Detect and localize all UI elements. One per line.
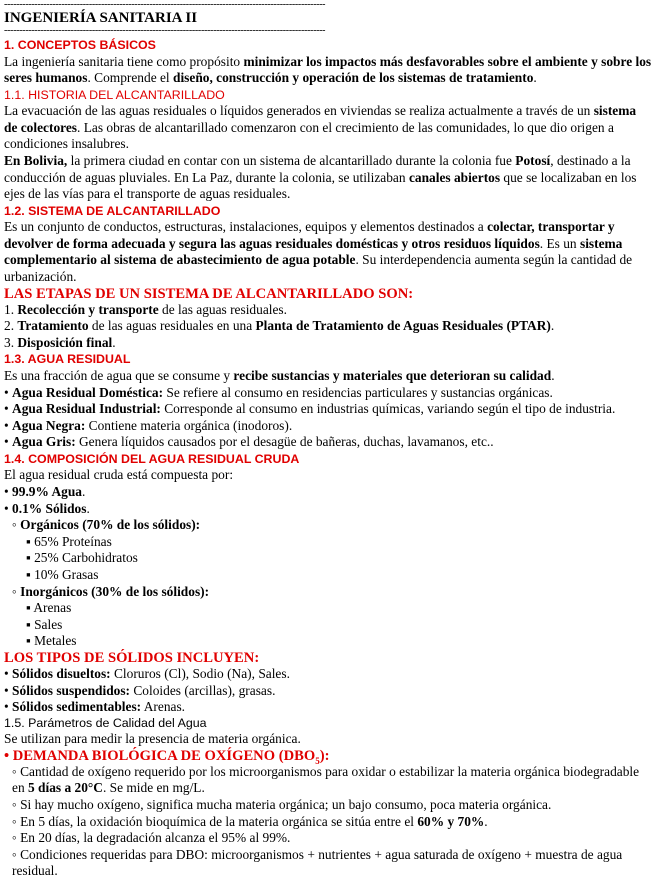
organic-item-proteins: ▪ 65% Proteínas: [26, 533, 112, 549]
inorganic-item-sand: ▪ Arenas: [26, 600, 72, 616]
inorganic-item-salts: ▪ Sales: [26, 616, 63, 632]
stage-item-2: 2. Tratamiento de las aguas residuales en una Planta de Tratamiento de Aguas Residuales (PTAR).: [4, 318, 555, 334]
parameters-intro: Se utilizan para medir la presencia de materia orgánica.: [4, 731, 301, 747]
wastewater-item-industrial: • Agua Residual Industrial: Corresponde al consumo en industrias químicas, variando según el tipo de industria.: [4, 401, 616, 417]
section-1-paragraph: La ingeniería sanitaria tiene como propósito minimizar los impactos más desfavorables sobre el ambiente y sobre los seres humanos. Comprende el diseño, construcción y operación de los sistemas de tratamiento.: [4, 53, 652, 86]
title-rule: ----------------------------------------------------------------------------------------------------------: [4, 26, 326, 35]
organic-item-carbs: ▪ 25% Carbohidratos: [26, 550, 138, 566]
dbo-item-5days: ◦ En 5 días, la oxidación bioquímica de la materia orgánica se sitúa entre el 60% y 70%.: [12, 813, 488, 829]
dbo-item-20days: ◦ En 20 días, la degradación alcanza el 95% al 99%.: [12, 830, 291, 846]
history-paragraph-2: En Bolivia, la primera ciudad en contar con un sistema de alcantarillado durante la colonia fue Potosí, destinado a la conducción de aguas pluviales. En La Paz, durante la colonia, se utilizaban canales abiertos que se localizaban en los ejes de las vías para el transporte de aguas residuales.: [4, 152, 637, 202]
composition-solids: • 0.1% Sólidos.: [4, 500, 90, 516]
system-paragraph: Es un conjunto de conductos, estructuras, instalaciones, equipos y elementos destinados a colectar, transportar y devolver de forma adecuada y segura las aguas residuales domésticas y otros residuos líquidos. Es un sistema complementario al sistema de abastecimiento de agua potable. Su interdependencia aumenta según la cantidad de urbanización.: [4, 219, 633, 285]
inorganic-solids: ◦ Inorgánicos (30% de los sólidos):: [12, 583, 210, 599]
section-heading-1-2: 1.2. SISTEMA DE ALCANTARILLADO: [4, 203, 221, 218]
dbo-item-definition: ◦ Cantidad de oxígeno requerido por los microorganismos para oxidar o estabilizar la materia orgánica biodegradable en 5 días a 20°C. Se mide en mg/L.: [12, 763, 640, 796]
composition-water: • 99.9% Agua.: [4, 483, 86, 499]
section-heading-1-3: 1.3. AGUA RESIDUAL: [4, 352, 131, 367]
section-heading-1-5: 1.5. Parámetros de Calidad del Agua: [4, 715, 207, 730]
solids-item-dissolved: • Sólidos disueltos: Cloruros (Cl), Sodio (Na), Sales.: [4, 665, 290, 681]
inorganic-item-metals: ▪ Metales: [26, 633, 77, 649]
dbo-item-conditions: ◦ Condiciones requeridas para DBO: microorganismos + nutrientes + agua saturada de oxígeno + muestra de agua residual.: [12, 846, 623, 879]
wastewater-item-domestic: • Agua Residual Doméstica: Se refiere al consumo en residencias particulares y sustancias orgánicas.: [4, 384, 553, 400]
solids-item-suspended: • Sólidos suspendidos: Coloides (arcillas), grasas.: [4, 682, 276, 698]
organic-solids: ◦ Orgánicos (70% de los sólidos):: [12, 517, 201, 533]
stages-heading: LAS ETAPAS DE UN SISTEMA DE ALCANTARILLADO SON:: [4, 285, 414, 302]
section-heading-1-4: 1.4. COMPOSICIÓN DEL AGUA RESIDUAL CRUDA: [4, 451, 300, 466]
wastewater-item-grey: • Agua Gris: Genera líquidos causados por el desagüe de bañeras, duchas, lavamanos, etc..: [4, 434, 494, 450]
solids-item-settleable: • Sólidos sedimentables: Arenas.: [4, 699, 186, 715]
section-heading-1-1: 1.1. HISTORIA DEL ALCANTARILLADO: [4, 87, 225, 102]
document-title: INGENIERÍA SANITARIA II: [4, 10, 198, 26]
organic-item-fats: ▪ 10% Grasas: [26, 566, 99, 582]
stage-item-1: 1. Recolección y transporte de las aguas residuales.: [4, 301, 287, 317]
composition-intro: El agua residual cruda está compuesta por:: [4, 467, 234, 483]
solids-types-heading: LOS TIPOS DE SÓLIDOS INCLUYEN:: [4, 649, 260, 666]
section-heading-1: 1. CONCEPTOS BÁSICOS: [4, 38, 156, 52]
wastewater-item-black: • Agua Negra: Contiene materia orgánica (inodoros).: [4, 417, 293, 433]
stage-item-3: 3. Disposición final.: [4, 334, 116, 350]
history-paragraph-1: La evacuación de las aguas residuales o líquidos generados en viviendas se realiza actualmente a través de un sistema de colectores. Las obras de alcantarillado comenzaron con el crecimiento de las comunidades, lo que dio origen a condiciones insalubres.: [4, 103, 637, 152]
dbo-heading: • DEMANDA BIOLÓGICA DE OXÍGENO $(DBO_5)$:: [4, 747, 330, 766]
top-rule: ----------------------------------------------------------------------------------------------------------: [4, 0, 326, 9]
dbo-item-oxygen: ◦ Si hay mucho oxígeno, significa mucha materia orgánica; un bajo consumo, poca materia orgánica.: [12, 796, 552, 812]
wastewater-intro: Es una fracción de agua que se consume y recibe sustancias y materiales que deterioran su calidad.: [4, 367, 555, 383]
